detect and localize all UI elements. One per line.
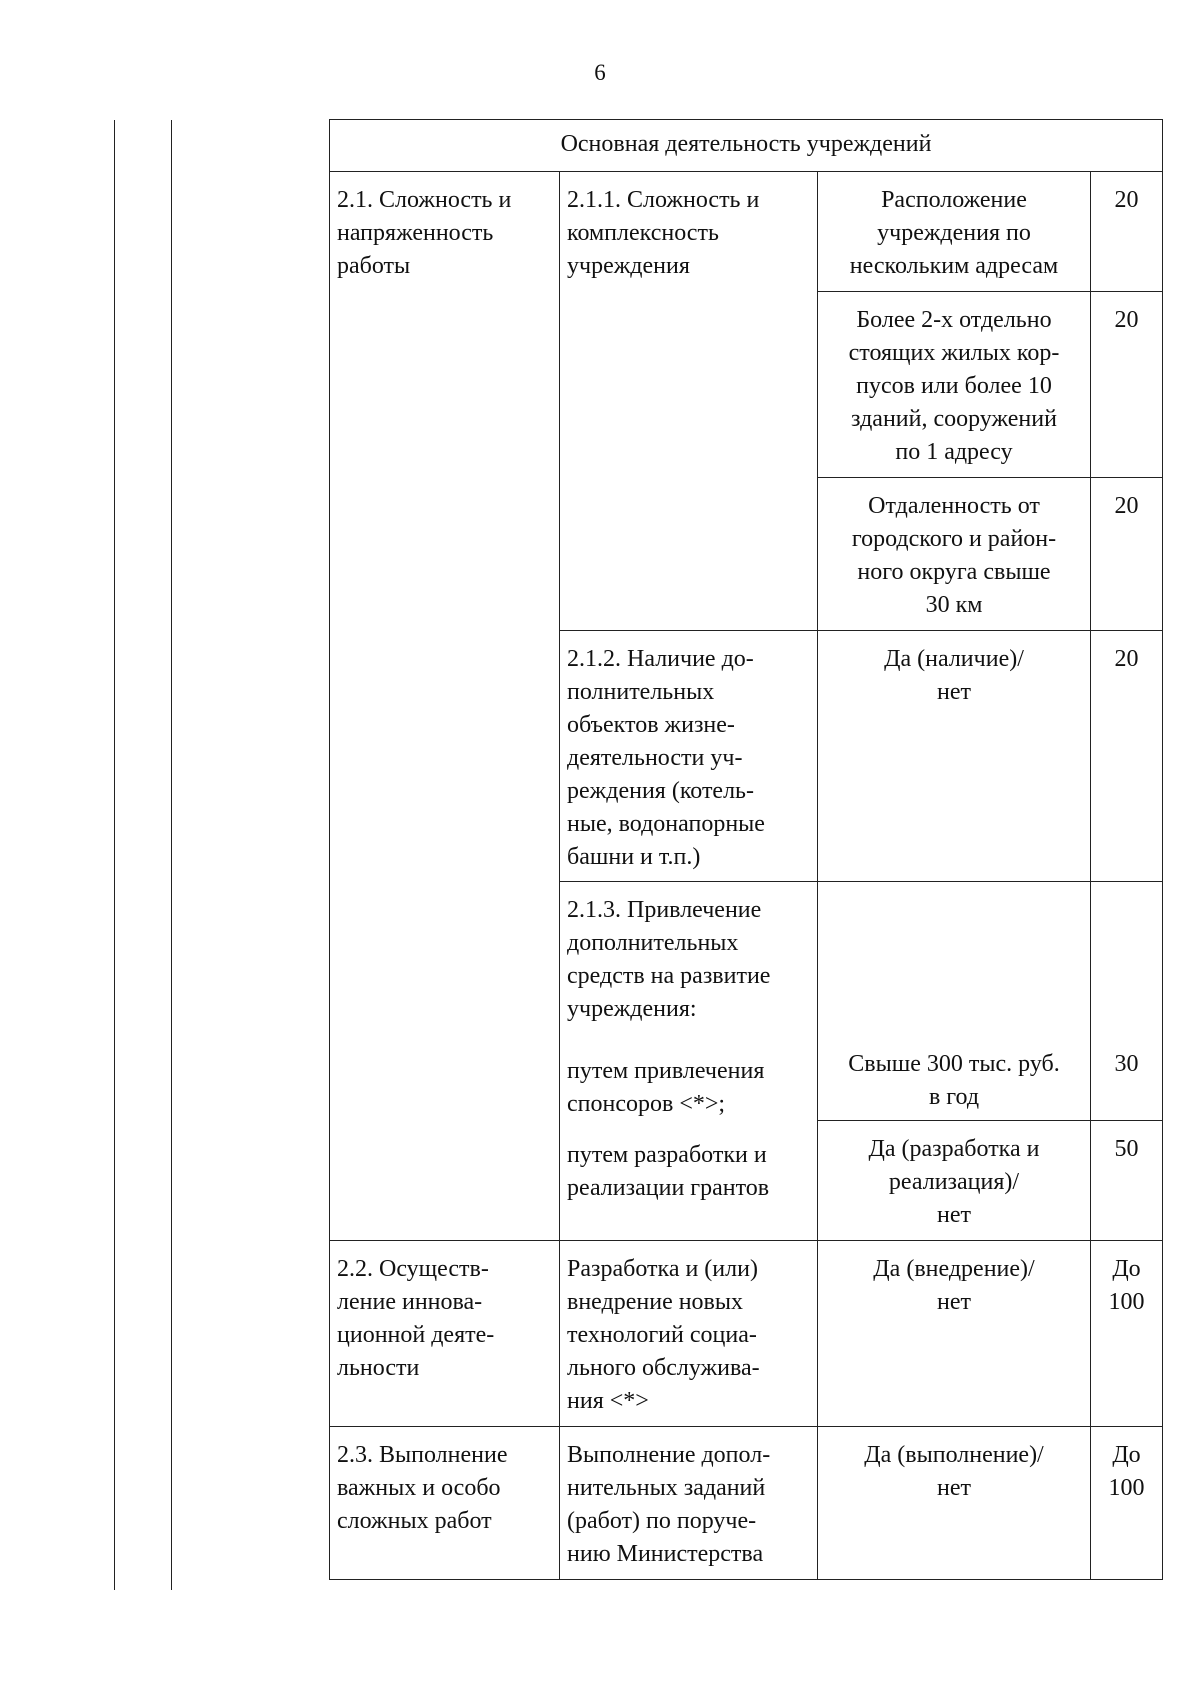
points-cell: 20 [1091,172,1163,292]
criteria-table [329,119,1163,1580]
points-cell: До 100 [1091,1426,1163,1579]
margin-line-right [171,120,172,1590]
indicator-cell: Разработка и (или) внедрение новых технологий социа- льного обслужива- ния <*> [560,1240,818,1426]
criterion-cell: 2.1. Сложность и напряженность работы [330,172,560,1241]
condition-cell: Да (выполнение)/ нет [818,1426,1091,1579]
condition-cell: Да (разработка и реализация)/ нет [818,1120,1091,1240]
condition-cell: Более 2-х отдельно стоящих жилых кор- пусов или более 10 зданий, сооружений по 1 адресу [818,292,1091,478]
section-title: Основная деятельность учреждений [330,120,1163,172]
empty-cell [1091,882,1163,1048]
indicator-cell: Выполнение допол- нительных заданий (работ) по поруче- нию Министерства [560,1426,818,1579]
points-cell: 30 [1091,1048,1163,1121]
indicator-cell [560,882,818,1241]
criterion-cell: 2.3. Выполнение важных и особо сложных работ [330,1426,560,1579]
condition-cell: Да (наличие)/ нет [818,631,1091,882]
points-cell: 20 [1091,292,1163,478]
sub-indicator-sponsors: путем привлечения спонсоров <*>; [567,1058,765,1117]
table-section-header-row [330,120,1163,172]
condition-cell: Свыше 300 тыс. руб. в год [818,1048,1091,1121]
criterion-cell: 2.2. Осуществ- ление иннова- ционной деяте- льности [330,1240,560,1426]
sub-indicator-grants: путем разработки и реализации грантов [567,1142,770,1201]
indicator-cell: 2.1.2. Наличие до- полнительных объектов жизне- деятельности уч- реждения (котель- ные, водонапорные башни и т.п.) [560,631,818,882]
condition-cell: Отдаленность от городского и район- ного округа свыше 30 км [818,478,1091,631]
margin-line-left [114,120,115,1590]
points-cell: 50 [1091,1120,1163,1240]
points-cell: 20 [1091,478,1163,631]
page-number: 6 [594,60,606,85]
indicator-intro: 2.1.3. Привлечение дополнительных средств на развитие учреждения: [567,897,771,1022]
condition-cell: Да (внедрение)/ нет [818,1240,1091,1426]
points-cell: До 100 [1091,1240,1163,1426]
condition-cell: Расположение учреждения по нескольким адресам [818,172,1091,292]
empty-cell [818,882,1091,1048]
table-row [330,1426,1163,1579]
table-row [330,1240,1163,1426]
points-cell: 20 [1091,631,1163,882]
indicator-cell: 2.1.1. Сложность и комплексность учреждения [560,172,818,631]
table-row [330,172,1163,292]
